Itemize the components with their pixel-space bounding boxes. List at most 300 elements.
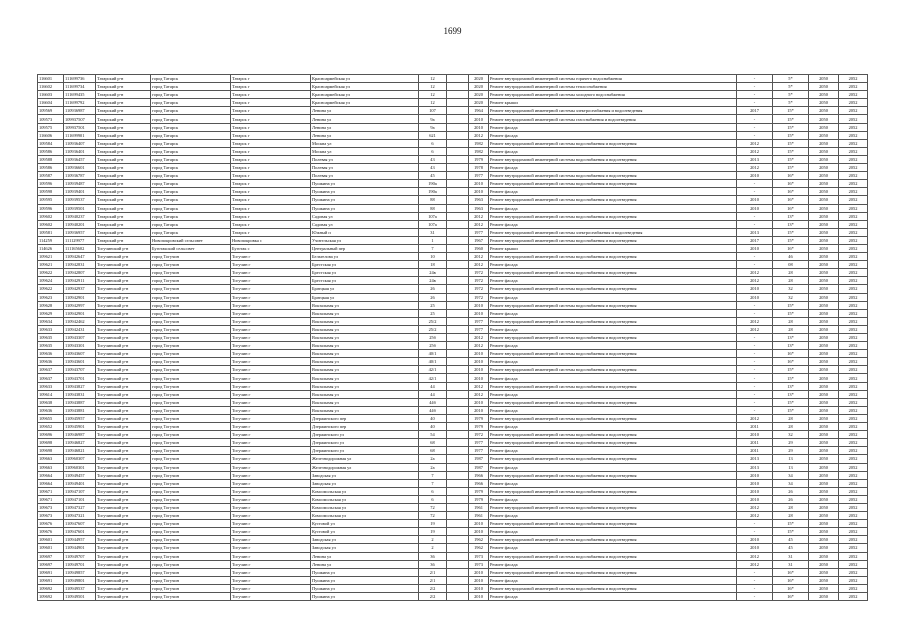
table-cell: 2012 [469,334,489,342]
table-cell: 2012 [737,512,773,520]
table-cell: 2050 [809,447,839,455]
table-cell: 2050 [809,544,839,552]
table-cell: 45 [773,544,809,552]
table-cell: 16* [773,244,809,252]
table-cell: 109691 [38,576,64,584]
table-cell: 2 [419,544,447,552]
table-cell: 2050 [809,155,839,163]
table-cell: город Тогучин [151,584,231,592]
table-cell [447,447,469,455]
table-cell: 2050 [809,423,839,431]
table-cell [447,188,469,196]
table-cell: Тогучин г [231,261,311,269]
table-cell: 110949457 [64,471,96,479]
table-cell: Тогучинский р-н [96,544,151,552]
table-cell: 16* [773,350,809,358]
table-cell: 110942807 [64,269,96,277]
table-cell: Тогучин г [231,455,311,463]
table-cell: 26 [773,487,809,495]
table-cell: 2013 [737,463,773,471]
table-row [38,180,868,188]
table-cell: 109673 [38,503,64,511]
table-cell: Ремонт внутридомовой инженерной системы водоснабжения и водоотведения [489,172,737,180]
table-cell: 109623 [38,293,64,301]
table-cell: Татарский р-н [96,172,151,180]
table-cell: 2013 [737,228,773,236]
table-cell: 110947607 [64,520,96,528]
table-cell: 1972 [469,431,489,439]
table-cell: Татарский р-н [96,123,151,131]
table-cell: Тогучинский р-н [96,487,151,495]
table-cell: 109673 [38,512,64,520]
table-cell: 2012 [737,560,773,568]
table-cell: Ремонт внутридомовой инженерной системы водоснабжения и водоотведения [489,431,737,439]
table-row [38,75,868,83]
table-cell [447,236,469,244]
table-cell: 110942831 [64,261,96,269]
table-cell: 109595 [38,196,64,204]
table-cell: 1972 [469,285,489,293]
table-cell: 13* [773,334,809,342]
table-row [38,366,868,374]
table-cell: Ремонт фасада [489,593,737,601]
table-cell: Тогучин г [231,334,311,342]
table-row [38,204,868,212]
table-cell [447,431,469,439]
table-row [38,576,868,584]
table-cell: город Тогучин [151,593,231,601]
table-cell: город Татарск [151,83,231,91]
table-cell: 2052 [839,593,868,601]
table-cell: 109698 [38,447,64,455]
table-cell: 2050 [809,350,839,358]
table-cell: 109636 [38,350,64,358]
table-cell: 2052 [839,520,868,528]
table-cell: Тогучинский р-н [96,342,151,350]
table-cell: 2052 [839,139,868,147]
table-cell: Ремонт фасада [489,423,737,431]
table-cell: 2052 [839,584,868,592]
table-cell: Татарск г [231,115,311,123]
table-cell: 2010 [469,350,489,358]
table-cell: 2050 [809,495,839,503]
table-cell: Вокзальная ул [311,350,419,358]
table-cell: город Тогучин [151,455,231,463]
table-cell: Татарск г [231,212,311,220]
table-cell: 110942997 [64,301,96,309]
table-cell: 109635 [38,342,64,350]
table-cell: 2010 [469,366,489,374]
table-cell: Тогучин г [231,342,311,350]
table-cell [447,398,469,406]
table-cell: 16* [773,180,809,188]
table-cell: 15* [773,406,809,414]
table-cell: 16* [773,568,809,576]
table-cell: 7 [419,479,447,487]
table-cell: 15* [773,155,809,163]
table-cell: 44б [419,406,447,414]
table-cell: Ремонт внутридомовой инженерной системы теплоснабжения [489,83,737,91]
table-cell: 2050 [809,261,839,269]
table-cell: 2052 [839,261,868,269]
table-cell: 109692 [38,584,64,592]
table-cell: Ремонт фасада [489,479,737,487]
table-cell: Татарск г [231,147,311,155]
table-cell: 2052 [839,196,868,204]
table-cell [447,528,469,536]
table-cell: 2052 [839,390,868,398]
table-cell: 2/1 [419,568,447,576]
table-cell: 110942901 [64,293,96,301]
table-cell: 107а [419,220,447,228]
table-cell: 116606 [38,131,64,139]
table-cell: Татарский р-н [96,155,151,163]
table-cell: город Татарск [151,75,231,83]
table-cell: 107 [419,107,447,115]
table-cell: 2050 [809,180,839,188]
table-cell: 2012 [737,139,773,147]
table-cell: Брестская ул [311,269,419,277]
table-cell: Вокзальная ул [311,301,419,309]
table-cell: Тогучин г [231,253,311,261]
table-row [38,382,868,390]
table-cell: 2010 [469,358,489,366]
table-cell: 110936401 [64,147,96,155]
table-cell: Тогучинский р-н [96,560,151,568]
table-cell: Тогучинский р-н [96,495,151,503]
table-cell: Братцкая ул [311,285,419,293]
table-cell: - [737,83,773,91]
table-cell: 110942647 [64,253,96,261]
table-cell: Тогучинский р-н [96,390,151,398]
table-cell: 190а [419,180,447,188]
table-cell: 109601 [38,536,64,544]
table-cell: 2050 [809,334,839,342]
table-cell: Тогучин г [231,495,311,503]
table-cell: 109698 [38,439,64,447]
table-cell: Тогучинский р-н [96,463,151,471]
table-cell: Москва ул [311,139,419,147]
table-cell [447,220,469,228]
table-cell [447,374,469,382]
table-cell: 109691 [38,568,64,576]
table-cell: 2010 [737,204,773,212]
table-cell: 2010 [469,188,489,196]
table-cell: 114626 [38,244,64,252]
table-cell: 621 [419,131,447,139]
table-row [38,414,868,422]
table-cell: 109581 [38,228,64,236]
table-cell: Ремонт внутридомовой инженерной системы водоснабжения и водоотведения [489,334,737,342]
table-cell: 16* [773,188,809,196]
table-cell: 2052 [839,188,868,196]
table-cell: 109633 [38,325,64,333]
table-cell: Тогучинский р-н [96,334,151,342]
table-cell: 54 [419,431,447,439]
table-row [38,269,868,277]
table-cell: 25 [419,309,447,317]
table-cell: 16* [773,196,809,204]
table-cell: 15* [773,398,809,406]
table-cell: Тогучин г [231,350,311,358]
table-cell [447,139,469,147]
table-cell [447,544,469,552]
table-cell: Ремонт внутридомовой инженерной системы водоснабжения и водоотведения [489,568,737,576]
table-row [38,455,868,463]
table-cell: Ремонт внутридомовой инженерной системы водоснабжения и водоотведения [489,155,737,163]
table-cell: город Тогучин [151,334,231,342]
table-cell: 109671 [38,487,64,495]
table-row [38,390,868,398]
table-cell: Дзержинского пер [311,423,419,431]
table-cell: 2050 [809,212,839,220]
table-cell: 116602 [38,83,64,91]
table-cell: Ленина ул [311,552,419,560]
table-cell: 1979 [469,487,489,495]
table-cell: 109614 [38,390,64,398]
table-cell: Ремонт фасада [489,528,737,536]
table-cell: 6 [419,495,447,503]
table-cell: Ремонт внутридомовой инженерной системы водоснабжения и водоотведения [489,366,737,374]
table-cell: Тогучин г [231,325,311,333]
table-cell: Южный п [311,228,419,236]
table-cell: 40/1 [419,358,447,366]
table-cell: Москва ул [311,147,419,155]
table-cell: - [737,334,773,342]
table-cell: 1973 [469,560,489,568]
table-cell: город Тогучин [151,269,231,277]
table-cell: 15* [773,131,809,139]
table-cell: Садовая ул [311,212,419,220]
table-cell: Тогучин г [231,528,311,536]
table-cell: город Татарск [151,123,231,131]
table-cell: 68 [419,447,447,455]
table-cell: город Тогучин [151,253,231,261]
table-cell: 2050 [809,91,839,99]
table-cell: 2052 [839,75,868,83]
table-cell: Тогучинский р-н [96,576,151,584]
table-cell: 1966 [469,479,489,487]
table-cell: Тогучин г [231,512,311,520]
table-cell: 2050 [809,196,839,204]
table-cell: 2052 [839,439,868,447]
table-cell: 2050 [809,576,839,584]
table-cell: город Тогучин [151,544,231,552]
table-cell: Вокзальная ул [311,358,419,366]
table-cell: 68 [419,439,447,447]
table-cell: 2052 [839,560,868,568]
table-cell: город Тогучин [151,431,231,439]
table-cell [447,406,469,414]
table-row [38,528,868,536]
table-cell: город Тогучин [151,317,231,325]
table-cell: Тогучинский р-н [96,374,151,382]
table-cell: Красноармейская ул [311,91,419,99]
table-cell: Тогучин г [231,463,311,471]
table-cell: 110940201 [64,220,96,228]
table-cell: 109601 [38,544,64,552]
table-cell: 88 [419,204,447,212]
table-cell: город Татарск [151,188,231,196]
table-cell: 110949537 [64,584,96,592]
table-cell: 9а [419,115,447,123]
table-cell: Татарский р-н [96,228,151,236]
table-cell [447,325,469,333]
table-cell: 2012 [469,390,489,398]
table-cell: 2052 [839,309,868,317]
table-cell: 110943607 [64,350,96,358]
table-cell: Пушкина ул [311,188,419,196]
table-cell: 2050 [809,172,839,180]
table-cell: 111699734 [64,83,96,91]
table-cell: 2а [419,455,447,463]
table-cell: - [737,382,773,390]
table-cell: Тогучинский р-н [96,309,151,317]
table-cell: 116601 [38,75,64,83]
table-cell: Тогучинский р-н [96,317,151,325]
table-cell: 15* [773,147,809,155]
table-row [38,374,868,382]
table-cell: Татарский р-н [96,115,151,123]
table-cell: 19 [419,520,447,528]
table-cell: Тогучинский р-н [96,503,151,511]
table-cell: 110949801 [64,576,96,584]
table-cell: 110940237 [64,212,96,220]
table-cell: 2010 [737,487,773,495]
table-row [38,293,868,301]
table-cell [447,172,469,180]
table-cell: 109629 [38,309,64,317]
table-cell: 2012 [737,552,773,560]
table-cell: 31 [419,228,447,236]
table-cell: Ремонт фасада [489,293,737,301]
table-cell: Ремонт внутридомовой инженерной системы водоснабжения и водоотведения [489,455,737,463]
table-cell: - [737,123,773,131]
table-cell: 2052 [839,131,868,139]
table-cell: Ремонт фасада [489,147,737,155]
table-cell: Тогучинский р-н [96,431,151,439]
table-cell: город Тогучин [151,406,231,414]
table-cell: 6 [419,487,447,495]
table-cell: 13 [773,463,809,471]
table-cell: 28 [773,269,809,277]
table-cell: Дзержинского ул [311,447,419,455]
table-cell: город Тогучин [151,487,231,495]
table-row [38,317,868,325]
table-cell: 2050 [809,439,839,447]
table-cell: Тогучин г [231,301,311,309]
table-cell: город Татарск [151,204,231,212]
table-cell: Татарск г [231,75,311,83]
table-cell: Ремонт фасада [489,309,737,317]
table-cell: Брестская ул [311,277,419,285]
table-cell: Ремонт внутридомовой инженерной системы водоснабжения и водоотведения [489,536,737,544]
table-cell [447,309,469,317]
table-cell: 2052 [839,244,868,252]
table-cell: Тогучинский р-н [96,455,151,463]
table-cell: 109622 [38,269,64,277]
table-cell: Татарск г [231,188,311,196]
table-cell: 1967 [469,236,489,244]
table-cell: Тогучин г [231,374,311,382]
table-cell: Татарск г [231,91,311,99]
table-cell: Комсомольская ул [311,495,419,503]
table-cell: Тогучин г [231,584,311,592]
table-cell: Татарск г [231,172,311,180]
table-cell: 2050 [809,99,839,107]
table-cell: 109638 [38,398,64,406]
table-row [38,236,868,244]
table-cell: 2052 [839,503,868,511]
table-cell: 34 [773,471,809,479]
table-cell: город Тогучин [151,512,231,520]
table-cell: 110960301 [64,463,96,471]
table-cell: 2012 [469,220,489,228]
table-cell: Тогучин г [231,277,311,285]
table-cell: 15* [773,115,809,123]
table-cell: Татарск г [231,155,311,163]
table-cell: 2050 [809,536,839,544]
table-cell: Тогучинский р-н [96,244,151,252]
table-cell: Ремонт внутридомовой инженерной системы водоснабжения и водоотведения [489,382,737,390]
table-cell: 109655 [38,414,64,422]
table-cell: Тогучинский р-н [96,366,151,374]
table-cell: 28 [773,414,809,422]
table-cell: 7 [419,244,447,252]
table-cell: 12 [419,75,447,83]
table-cell: 2052 [839,568,868,576]
table-cell: 2050 [809,75,839,83]
table-cell: 36 [419,552,447,560]
table-cell: 111699736 [64,75,96,83]
table-cell: 110943601 [64,358,96,366]
table-cell: 109584 [38,139,64,147]
table-cell: Буготакский сельсовет [151,244,231,252]
table-cell [447,487,469,495]
table-cell: 110942431 [64,325,96,333]
table-cell: 26 [773,495,809,503]
table-cell: Тогучин г [231,293,311,301]
table-cell: Тогучин г [231,593,311,601]
table-cell: - [737,342,773,350]
table-cell: 2052 [839,180,868,188]
table-cell [447,358,469,366]
table-cell: 2052 [839,293,868,301]
table-cell: Ленина ул [311,560,419,568]
table-cell: 110943701 [64,374,96,382]
table-row [38,309,868,317]
table-cell: 13* [773,220,809,228]
table-cell: Татарск г [231,107,311,115]
table-cell: 15* [773,164,809,172]
table-cell [447,269,469,277]
table-row [38,463,868,471]
table-cell: 2050 [809,487,839,495]
table-cell: 2010 [469,398,489,406]
table-cell: Татарский р-н [96,75,151,83]
table-cell: 16* [773,584,809,592]
table-cell: - [737,188,773,196]
table-cell: 109598 [38,188,64,196]
table-cell: 25/2 [419,325,447,333]
table-cell: город Татарск [151,147,231,155]
table-cell: Тогучинский р-н [96,277,151,285]
table-cell: 109587 [38,172,64,180]
table-cell: 2052 [839,358,868,366]
table-cell: Тогучинский р-н [96,253,151,261]
table-cell: 5* [773,83,809,91]
table-cell: 2010 [469,180,489,188]
